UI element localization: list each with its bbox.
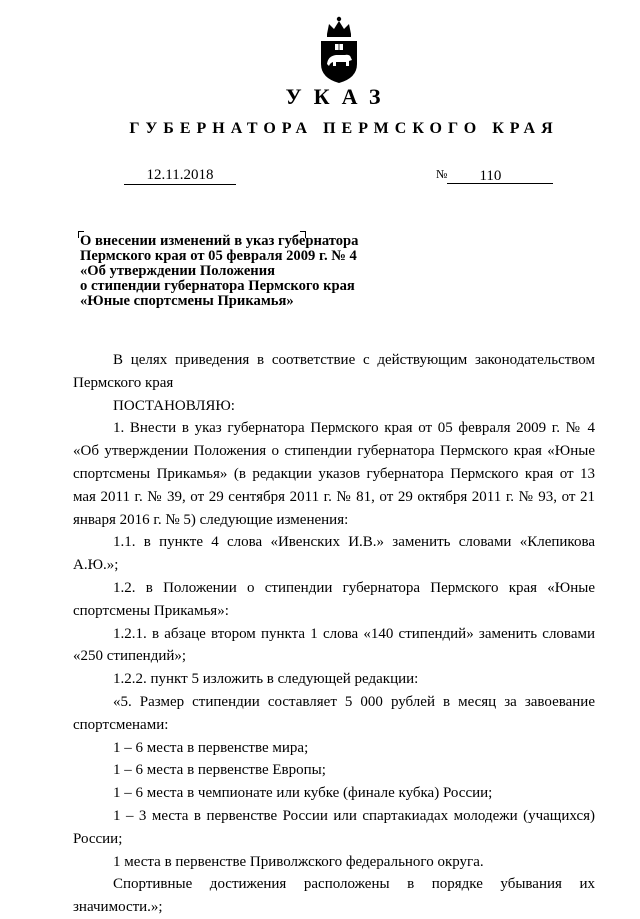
clause-1: 1. Внести в указ губернатора Пермского края от 05 февраля 2009 г. № 4 «Об утверждении Положения о стипендии губернатора Пермского края «Юные спортсмены Прикамья» (в редакции указов губернатора Пермского края от 13 мая 2011 г. № 39, от 29 сентября 2011 г. № 81, от 29 октября 2011 г. № 93, от 21 января 2016 г. № 5) следующие изменения: xyxy=(73,420,595,528)
document-heading xyxy=(80,234,380,309)
heading-line: о стипендии губернатора Пермского края xyxy=(80,278,355,294)
heading-line: Пермского края от 05 февраля 2009 г. № 4 xyxy=(80,248,357,264)
preamble-paragraph: В целях приведения в соответствие с действующим законодательством Пермского края xyxy=(73,352,595,391)
list-item: 1 – 6 места в первенстве мира; xyxy=(113,739,309,756)
list-item: 1 – 3 места в первенстве России или спартакиадах молодежи (учащихся) России; xyxy=(73,807,595,847)
clause-5-text: «5. Размер стипендии составляет 5 000 рублей в месяц за завоевание спортсменами: xyxy=(73,693,595,733)
clause-1-2-2: 1.2.2. пункт 5 изложить в следующей редакции: xyxy=(113,671,419,688)
document-number-field xyxy=(436,164,553,184)
document-number: 110 xyxy=(447,169,553,184)
clause-1-1: 1.1. в пункте 4 слова «Ивенских И.В.» заменить словами «Клепикова А.Ю.»; xyxy=(73,534,595,574)
document-date: 12.11.2018 xyxy=(124,166,236,185)
heading-line: О внесении изменений в указ губернатора xyxy=(80,233,359,249)
decree-keyword: ПОСТАНОВЛЯЮ: xyxy=(113,397,235,414)
heading-line: «Об утверждении Положения xyxy=(80,263,276,279)
document-issuer: ГУБЕРНАТОРА ПЕРМСКОГО КРАЯ xyxy=(129,120,559,137)
closing-paragraph: Спортивные достижения расположены в порядке убывания их значимости.»; xyxy=(73,876,595,916)
list-item: 1 – 6 места в чемпионате или кубке (финале кубка) России; xyxy=(113,785,493,802)
list-item: 1 места в первенстве Приволжского федерального округа. xyxy=(113,853,484,870)
heading-line: «Юные спортсмены Прикамья» xyxy=(80,293,294,309)
clause-1-2: 1.2. в Положении о стипендии губернатора Пермского края «Юные спортсмены Прикамья»: xyxy=(73,579,595,619)
coat-of-arms-icon xyxy=(318,14,360,84)
document-title: УКАЗ xyxy=(285,84,393,109)
clause-1-2-1: 1.2.1. в абзаце втором пункта 1 слова «140 стипендий» заменить словами «250 стипендий»; xyxy=(73,625,595,665)
document-body xyxy=(73,349,595,919)
number-sign: № xyxy=(436,167,448,181)
list-item: 1 – 6 места в первенстве Европы; xyxy=(113,762,326,779)
